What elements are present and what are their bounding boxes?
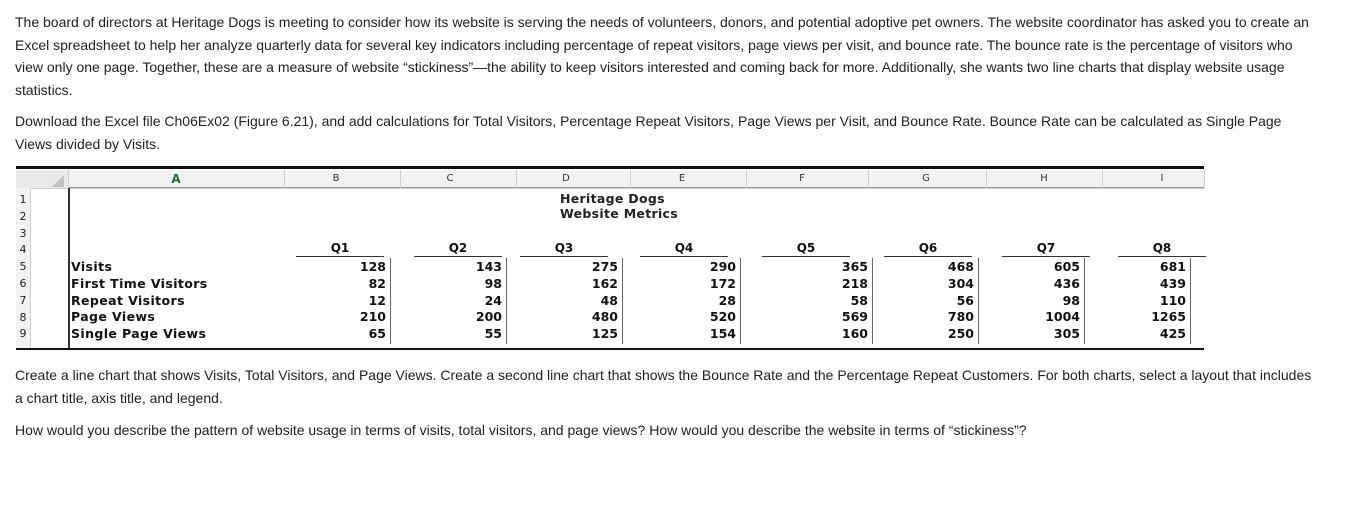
row-label: First Time Visitors [71, 275, 208, 291]
data-cell: 780 [947, 309, 974, 325]
row-label: Page Views [71, 309, 156, 325]
row-header-3[interactable]: 3 [19, 226, 27, 240]
column-a-border [68, 188, 70, 348]
discussion-question-paragraph: How would you describe the pattern of website usage in terms of visits, total visitors, and page views? How would you describe the website in terms of “stickiness”? [15, 422, 1027, 438]
column-header-divider [1204, 170, 1205, 188]
column-header-divider [746, 170, 747, 188]
data-cell: 200 [475, 309, 502, 325]
data-cell: 48 [600, 292, 618, 308]
column-header-divider [1102, 170, 1103, 188]
column-header-c[interactable]: C [446, 173, 454, 184]
grid-top-line [68, 187, 1204, 188]
download-instructions-paragraph: Download the Excel file Ch06Ex02 (Figure 6.21), and add calculations for Total Visitors, Percentage Repeat Visitors, Page Views per Visit, and Bounce Rate. Bounce Rate can be calculated as Single Page Views divided by Visits. [15, 113, 1282, 152]
data-cell: 275 [591, 259, 618, 274]
select-all-triangle-icon [52, 175, 64, 187]
cell-border [1084, 258, 1085, 344]
data-cell: 56 [956, 292, 974, 308]
quarter-underline [296, 256, 384, 257]
quarter-header-q2: Q2 [448, 241, 468, 255]
column-header-divider [400, 170, 401, 188]
column-header-e[interactable]: E [678, 173, 686, 184]
data-cell: 210 [359, 309, 386, 325]
data-cell: 154 [709, 326, 736, 342]
top-rule [16, 166, 1204, 169]
data-cell: 162 [591, 275, 618, 291]
data-cell: 436 [1053, 275, 1080, 291]
data-cell: 98 [484, 275, 502, 291]
data-cell: 55 [484, 326, 502, 342]
data-cell: 143 [475, 259, 502, 274]
quarter-underline [414, 256, 502, 257]
row-label: Single Page Views [71, 326, 207, 342]
column-header-f[interactable]: F [799, 173, 805, 184]
data-cell: 160 [841, 326, 868, 342]
data-cell: 218 [841, 275, 868, 291]
data-cell: 305 [1053, 326, 1080, 342]
cell-border [978, 258, 979, 344]
data-cell: 304 [947, 275, 974, 291]
column-header-i[interactable]: I [1160, 173, 1164, 184]
quarter-underline [1002, 256, 1090, 257]
sheet-subtitle: Website Metrics [560, 206, 678, 221]
data-cell: 172 [709, 275, 736, 291]
data-cell: 1265 [1151, 309, 1186, 325]
quarter-underline [520, 256, 608, 257]
data-cell: 520 [709, 309, 736, 325]
data-cell: 439 [1159, 275, 1186, 291]
cell-border [1190, 258, 1191, 344]
quarter-header-q8: Q8 [1152, 241, 1172, 255]
cell-border [740, 258, 741, 344]
column-header-h[interactable]: H [1040, 173, 1048, 184]
data-cell: 24 [484, 292, 502, 308]
row-header-6[interactable]: 6 [19, 277, 27, 290]
row-label: Visits [71, 259, 113, 274]
row-header-8[interactable]: 8 [19, 310, 27, 324]
intro-paragraph: The board of directors at Heritage Dogs is meeting to consider how its website is serving the needs of volunteers, donors, and potential adoptive pet owners. The website coordinator has asked you to create an Excel spreadsheet to help her analyze quarterly data for several key indicators including percentage of repeat visitors, page views per visit, and bounce rate. The bounce rate is the percentage of visitors who view only one page. Together, these are a measure of website “stickiness”—the ability to keep visitors interested and coming back for more. Additionally, she wants two line charts that display website usage statistics. [15, 14, 1309, 98]
row-header-9[interactable]: 9 [19, 327, 27, 341]
quarter-header-q5: Q5 [796, 241, 816, 255]
quarter-underline [1118, 256, 1206, 257]
row-header-5[interactable]: 5 [19, 260, 27, 274]
data-cell: 605 [1053, 259, 1080, 274]
data-cell: 65 [368, 326, 386, 342]
cell-border [622, 258, 623, 344]
quarter-underline [762, 256, 850, 257]
data-cell: 290 [709, 259, 736, 274]
row-header-7[interactable]: 7 [19, 293, 27, 307]
column-header-divider [516, 170, 517, 188]
cell-border [506, 258, 507, 344]
data-cell: 1004 [1045, 309, 1080, 325]
spreadsheet-figure [16, 166, 1204, 351]
quarter-underline [884, 256, 972, 257]
column-header-divider [68, 170, 69, 188]
quarter-header-q1: Q1 [330, 241, 350, 255]
data-cell: 82 [368, 275, 386, 291]
data-cell: 681 [1159, 259, 1186, 274]
cell-border [390, 258, 391, 344]
quarter-header-q6: Q6 [918, 241, 938, 255]
column-header-d[interactable]: D [562, 173, 570, 184]
sheet-title: Heritage Dogs [560, 191, 665, 206]
chart-instructions-paragraph: Create a line chart that shows Visits, Total Visitors, and Page Views. Create a second line chart that shows the Bounce Rate and the Percentage Repeat Customers. For both charts, select a layout that includes a chart title, axis title, and legend. [15, 367, 1312, 406]
row-label: Repeat Visitors [71, 292, 185, 308]
column-header-a[interactable]: A [171, 172, 181, 186]
data-cell: 468 [947, 259, 974, 274]
row-header-4[interactable]: 4 [19, 243, 27, 257]
data-cell: 250 [947, 326, 974, 342]
cell-border [872, 258, 873, 344]
bottom-rule [16, 348, 1204, 350]
column-header-divider [986, 170, 987, 188]
data-cell: 569 [841, 309, 868, 325]
column-header-divider [868, 170, 869, 188]
quarter-underline [640, 256, 728, 257]
data-cell: 28 [718, 292, 736, 308]
quarter-header-q3: Q3 [554, 241, 574, 255]
data-cell: 12 [368, 292, 386, 308]
data-cell: 98 [1062, 292, 1080, 308]
data-cell: 128 [359, 259, 386, 274]
column-header-b[interactable]: B [332, 173, 340, 184]
data-cell: 425 [1159, 326, 1186, 342]
data-cell: 480 [591, 309, 618, 325]
data-cell: 365 [841, 259, 868, 274]
data-cell: 125 [591, 326, 618, 342]
row-header-1[interactable]: 1 [19, 193, 27, 206]
column-header-divider [630, 170, 631, 188]
data-cell: 110 [1159, 292, 1186, 308]
column-header-divider [284, 170, 285, 188]
data-cell: 58 [850, 292, 868, 308]
quarter-header-q7: Q7 [1036, 241, 1056, 255]
quarter-header-q4: Q4 [674, 241, 694, 255]
column-header-g[interactable]: G [922, 173, 930, 184]
row-header-2[interactable]: 2 [19, 209, 27, 223]
